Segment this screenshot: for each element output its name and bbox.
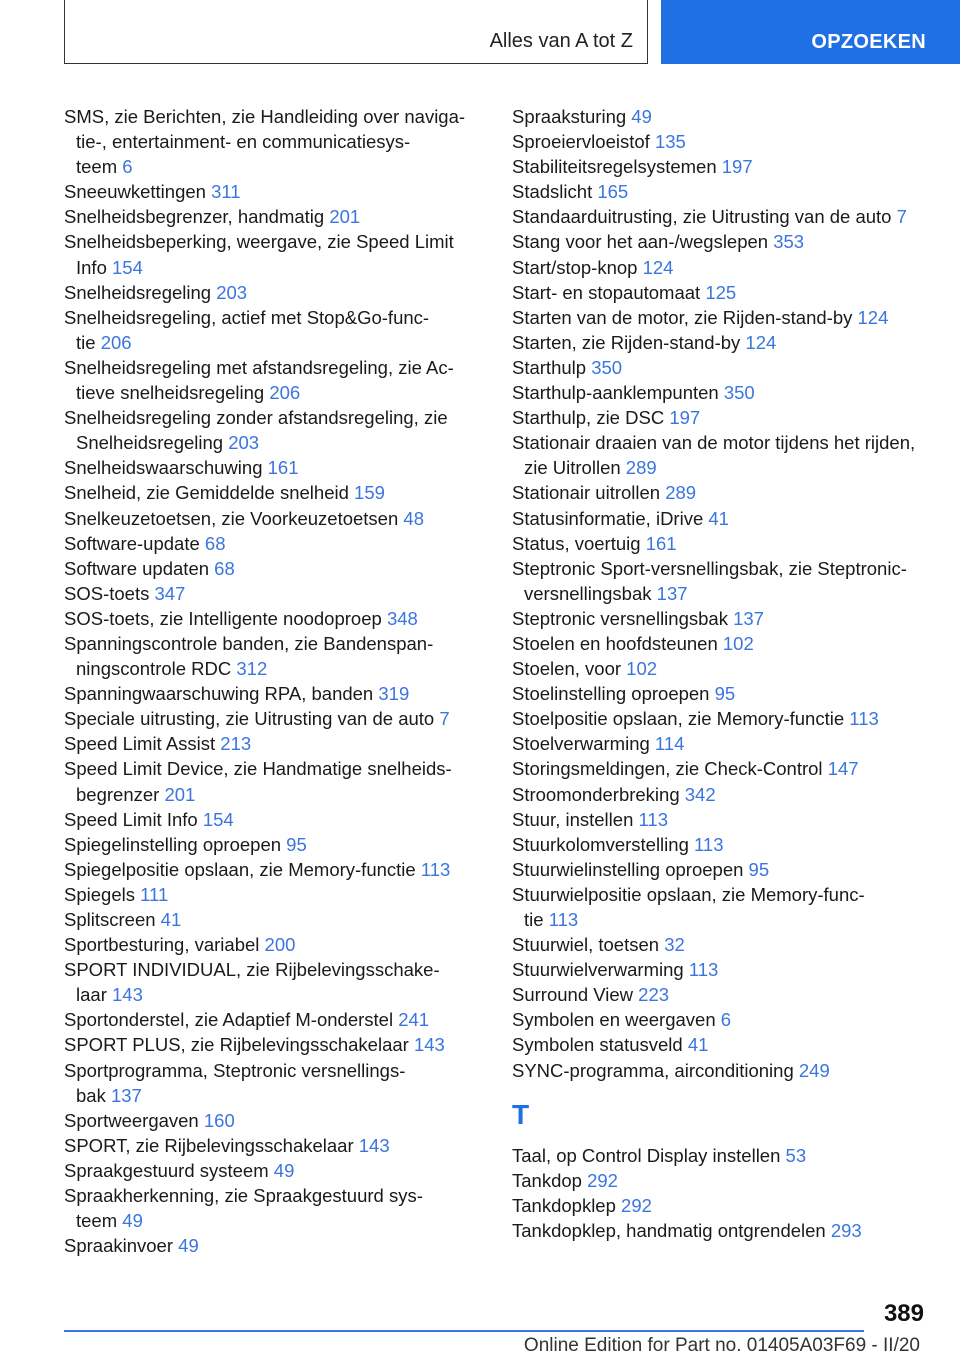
index-entry	[64, 706, 494, 731]
index-entry	[64, 480, 494, 505]
index-entry-text: Tankdopklep, handmatig ontgrendelen	[512, 1219, 826, 1241]
index-entry-text: Start/stop-knop	[512, 256, 638, 278]
page-reference-link[interactable]: 135	[654, 131, 686, 153]
index-entry-text: teem	[76, 1210, 118, 1232]
index-entry-text: Starten van de motor, zie Rijden-stand-by	[512, 306, 853, 328]
page-reference-link[interactable]: 137	[656, 582, 688, 604]
page-reference-link[interactable]: 203	[228, 432, 260, 454]
page-reference-link[interactable]: 143	[413, 1034, 445, 1056]
index-entry	[64, 531, 494, 556]
index-entry-text: Stadslicht	[512, 181, 593, 203]
tab-lookup[interactable]	[661, 0, 960, 64]
index-entry	[64, 1032, 494, 1057]
page-reference-link[interactable]: 293	[830, 1219, 862, 1241]
index-entry-text: Sneeuwkettingen	[64, 181, 206, 203]
index-entry	[64, 1183, 494, 1233]
index-entry	[512, 154, 942, 179]
index-entry-text: Stoelen en hoofdsteunen	[512, 632, 718, 654]
index-entry	[64, 506, 494, 531]
page-reference-link[interactable]: 165	[597, 181, 629, 203]
index-entry	[512, 1218, 942, 1243]
index-entry	[64, 179, 494, 204]
page-reference-link[interactable]: 6	[122, 156, 133, 178]
page-reference-link[interactable]: 95	[748, 858, 770, 880]
page-reference-link[interactable]: 95	[714, 683, 736, 705]
index-entry	[64, 606, 494, 631]
index-entry-text: versnellingsbak	[524, 582, 652, 604]
index-entry-text: Speciale uitrusting, zie Uitrusting van de auto	[64, 708, 435, 730]
index-entry	[64, 832, 494, 857]
index-entry	[512, 255, 942, 280]
index-entry	[512, 380, 942, 405]
index-entry-text: Snelheidsregeling, actief met Stop&Go-func-	[64, 306, 430, 328]
page-reference-link[interactable]: 68	[204, 532, 226, 554]
page-reference-link[interactable]: 137	[733, 607, 764, 629]
index-entry	[512, 932, 942, 957]
index-entry	[512, 782, 942, 807]
index-entry-text: Steptronic versnellingsbak	[512, 607, 728, 629]
index-entry-text: Steptronic Sport-versnellingsbak, zie Steptronic-	[512, 557, 907, 579]
page-reference-link[interactable]: 201	[164, 783, 196, 805]
page-reference-link[interactable]: 125	[705, 281, 737, 303]
index-entry-text: Stuur, instellen	[512, 808, 634, 830]
index-entry	[64, 1233, 494, 1258]
index-entry-text: Status, voertuig	[512, 532, 641, 554]
index-entry-text: SPORT, zie Rijbelevingsschakelaar	[64, 1134, 354, 1156]
index-entry-text: teem	[76, 156, 118, 178]
index-entry	[64, 731, 494, 756]
index-entry	[64, 229, 494, 279]
index-entry-text: Symbolen statusveld	[512, 1034, 683, 1056]
index-entry-text: ningscontrole RDC	[76, 658, 232, 680]
page-reference-link[interactable]: 249	[798, 1059, 830, 1081]
page-reference-link[interactable]: 143	[358, 1134, 390, 1156]
index-entry	[512, 681, 942, 706]
page-reference-link[interactable]: 102	[626, 658, 658, 680]
index-entry-text: Splitscreen	[64, 909, 156, 930]
page-reference-link[interactable]: 197	[669, 407, 701, 429]
footer-edition-text: Online Edition for Part no. 01405A03F69 - II/20	[523, 1335, 920, 1356]
index-entry-text: Spraaksturing	[512, 106, 627, 127]
index-entry-text: Statusinformatie, iDrive	[512, 507, 704, 529]
index-entry	[64, 1108, 494, 1133]
index-entry-text: Spanningscontrole banden, zie Bandenspan-	[64, 632, 434, 654]
index-entry	[512, 330, 942, 355]
index-entry-text: bak	[76, 1084, 106, 1106]
index-entry-text: Starthulp, zie DSC	[512, 407, 665, 429]
index-entry-text: Starthulp-aanklempunten	[512, 382, 719, 404]
index-entry	[512, 606, 942, 631]
page-reference-link[interactable]: 160	[203, 1109, 235, 1131]
section-letter: T	[512, 1098, 530, 1130]
index-entry-text: Standaarduitrusting, zie Uitrusting van de auto	[512, 206, 892, 228]
index-entry	[512, 631, 942, 656]
index-entry	[64, 405, 494, 455]
page-reference-link[interactable]: 7	[896, 206, 907, 228]
index-entry-text: zie Uitrollen	[524, 457, 621, 479]
index-entry	[512, 857, 942, 882]
index-entry-text: Snelheidswaarschuwing	[64, 457, 263, 479]
index-entry	[512, 104, 942, 129]
index-entry-text: SOS-toets, zie Intelligente noodoproep	[64, 607, 382, 629]
page-reference-link[interactable]: 200	[264, 934, 296, 956]
page-reference-link[interactable]: 201	[329, 206, 361, 228]
index-entry	[512, 1032, 942, 1057]
index-entry-text: Spraakinvoer	[64, 1235, 174, 1257]
page-reference-link[interactable]: 113	[420, 858, 451, 880]
index-entry	[64, 355, 494, 405]
index-entry-text: Sportbesturing, variabel	[64, 934, 260, 956]
index-entry-text: Snelheidsbegrenzer, handmatig	[64, 206, 325, 228]
index-entry-text: Stuurwielverwarming	[512, 959, 684, 981]
index-entry	[512, 957, 942, 982]
tab-index-label: Alles van A tot Z	[489, 30, 633, 52]
index-entry-text: Speed Limit Device, zie Handmatige snelheids-	[64, 758, 452, 780]
footer-divider	[64, 1330, 864, 1332]
index-entry	[64, 1158, 494, 1183]
index-entry-text: begrenzer	[76, 783, 160, 805]
page-reference-link[interactable]: 143	[112, 984, 143, 1006]
page-reference-link[interactable]: 206	[269, 382, 301, 404]
index-entry-text: Snelheidsregeling zonder afstandsregeling, zie	[64, 407, 448, 429]
index-entry-text: Stuurwielinstelling oproepen	[512, 858, 744, 880]
index-entry	[512, 179, 942, 204]
index-entry	[64, 631, 494, 681]
index-entry-text: Speed Limit Info	[64, 808, 198, 830]
page-reference-link[interactable]: 124	[857, 306, 889, 328]
index-entry-text: Stationair draaien van de motor tijdens het rijden,	[512, 432, 916, 454]
page-reference-link[interactable]: 353	[773, 231, 805, 253]
index-entry-text: Snelkeuzetoetsen, zie Voorkeuzetoetsen	[64, 507, 399, 529]
index-entry	[64, 305, 494, 355]
page-reference-link[interactable]: 68	[214, 557, 235, 579]
index-entry	[64, 1133, 494, 1158]
index-entry	[512, 807, 942, 832]
page-reference-link[interactable]: 197	[721, 156, 753, 178]
index-entry	[64, 756, 494, 806]
index-entry-text: Snelheidsregeling	[76, 432, 224, 454]
index-entry-text: SPORT PLUS, zie Rijbelevingsschakelaar	[64, 1034, 409, 1056]
page-reference-link[interactable]: 348	[386, 607, 418, 629]
page-reference-link[interactable]: 7	[439, 708, 450, 730]
index-entry-text: Snelheidsregeling	[64, 281, 212, 303]
index-entry-text: Speed Limit Assist	[64, 733, 216, 755]
page-reference-link[interactable]: 32	[664, 934, 685, 956]
index-entry	[64, 204, 494, 229]
page-reference-link[interactable]: 154	[112, 256, 143, 278]
index-entry	[512, 280, 942, 305]
index-entry	[512, 656, 942, 681]
index-entry-text: SOS-toets	[64, 582, 150, 604]
page-reference-link[interactable]: 161	[645, 532, 677, 554]
index-entry	[512, 1193, 942, 1218]
page-reference-link[interactable]: 203	[216, 281, 248, 303]
page-reference-link[interactable]: 319	[378, 683, 410, 705]
page-reference-link[interactable]: 53	[785, 1144, 807, 1166]
index-entry-text: Stoelpositie opslaan, zie Memory-functie	[512, 708, 845, 730]
index-entry-text: Snelheid, zie Gemiddelde snelheid	[64, 482, 349, 504]
index-entry	[64, 556, 494, 581]
page-reference-link[interactable]: 113	[548, 909, 579, 930]
index-entry-text: Starten, zie Rijden-stand-by	[512, 331, 741, 353]
index-entry	[64, 907, 494, 932]
page-reference-link[interactable]: 289	[665, 482, 697, 504]
index-entry	[64, 280, 494, 305]
page-reference-link[interactable]: 6	[720, 1009, 732, 1031]
index-column-right	[512, 104, 942, 1243]
index-entry	[512, 982, 942, 1007]
page-reference-link[interactable]: 49	[631, 106, 652, 127]
page-number: 389	[883, 1300, 924, 1327]
page-reference-link[interactable]: 350	[591, 356, 623, 378]
page-reference-link[interactable]: 49	[122, 1210, 143, 1232]
index-entry	[512, 405, 942, 430]
index-entry-text: Stoelverwarming	[512, 733, 650, 755]
index-entry-text: Stroomonderbreking	[512, 783, 680, 805]
page-reference-link[interactable]: 137	[110, 1084, 142, 1106]
page-reference-link[interactable]: 347	[154, 582, 186, 604]
index-entry	[64, 957, 494, 1007]
index-entry-text: Surround View	[512, 984, 634, 1006]
header-bar	[0, 0, 960, 66]
index-entry-text: SMS, zie Berichten, zie Handleiding over naviga-	[64, 106, 466, 127]
page-reference-link[interactable]: 95	[286, 833, 307, 855]
index-entry	[512, 756, 942, 781]
index-entry	[64, 807, 494, 832]
index-entry	[512, 731, 942, 756]
index-entry-text: Snelheidsbeperking, weergave, zie Speed Limit	[64, 231, 454, 253]
page-reference-link[interactable]: 223	[638, 984, 670, 1006]
page-reference-link[interactable]: 41	[160, 909, 182, 930]
page-reference-link[interactable]: 161	[267, 457, 299, 479]
page-reference-link[interactable]: 292	[621, 1194, 652, 1216]
index-entry-text: Taal, op Control Display instellen	[512, 1144, 781, 1166]
index-entry-text: tie	[76, 331, 96, 353]
index-entry-text: tie	[524, 909, 544, 930]
index-entry-text: Storingsmeldingen, zie Check-Control	[512, 758, 823, 780]
page-reference-link[interactable]: 206	[100, 331, 132, 353]
index-entry-text: Sproeiervloeistof	[512, 131, 650, 153]
index-entry	[64, 882, 494, 907]
index-entry-text: Stuurwielpositie opslaan, zie Memory-func-	[512, 883, 865, 905]
index-entry	[512, 531, 942, 556]
page-reference-link[interactable]: 241	[398, 1009, 430, 1031]
index-entry	[512, 229, 942, 254]
index-entry-text: Spiegelpositie opslaan, zie Memory-functie	[64, 858, 416, 880]
index-entry-text: SPORT INDIVIDUAL, zie Rijbelevingsschake-	[64, 959, 440, 981]
page-reference-link[interactable]: 154	[202, 808, 234, 830]
index-entry-text: Software updaten	[64, 557, 210, 579]
index-entry-text: Tankdop	[512, 1169, 582, 1191]
page-reference-link[interactable]: 289	[625, 457, 657, 479]
index-entry	[512, 480, 942, 505]
index-entry	[64, 1058, 494, 1108]
index-entry-text: Stuurwiel, toetsen	[512, 934, 660, 956]
page-reference-link[interactable]: 124	[642, 256, 674, 278]
page-reference-link[interactable]: 292	[587, 1169, 618, 1191]
index-entry	[512, 1143, 942, 1168]
index-entry-text: Sportprogramma, Steptronic versnellings-	[64, 1059, 406, 1081]
index-entry	[512, 1168, 942, 1193]
index-entry	[64, 1007, 494, 1032]
page-reference-link[interactable]: 124	[745, 331, 777, 353]
page-reference-link[interactable]: 102	[722, 632, 754, 654]
index-entry-text: Stang voor het aan-/wegslepen	[512, 231, 769, 253]
page-reference-link[interactable]: 113	[688, 959, 719, 981]
page-reference-link[interactable]: 147	[827, 758, 859, 780]
index-entry-text: laar	[76, 984, 107, 1006]
index-entry-text: Stuurkolomverstelling	[512, 833, 689, 855]
index-entry-text: Spiegels	[64, 883, 135, 905]
page-reference-link[interactable]: 49	[273, 1159, 295, 1181]
page-reference-link[interactable]: 114	[654, 733, 685, 755]
index-entry-text: Stoelinstelling oproepen	[512, 683, 710, 705]
index-entry	[512, 305, 942, 330]
index-entry-text: Tankdopklep	[512, 1194, 616, 1216]
index-entry-text: tie-, entertainment- en communicatiesys-	[76, 131, 411, 153]
index-entry-text: Sportonderstel, zie Adaptief M-onderstel	[64, 1009, 394, 1031]
index-entry-text: Spiegelinstelling oproepen	[64, 833, 282, 855]
index-entry	[512, 430, 942, 480]
index-entry	[64, 681, 494, 706]
index-entry-text: Stationair uitrollen	[512, 482, 661, 504]
index-entry	[512, 706, 942, 731]
index-entry-text: Stabiliteitsregelsystemen	[512, 156, 717, 178]
index-entry-text: Spraakgestuurd systeem	[64, 1159, 269, 1181]
page-reference-link[interactable]: 312	[236, 658, 268, 680]
index-entry-text: tieve snelheidsregeling	[76, 382, 265, 404]
index-entry-text: Info	[76, 256, 107, 278]
index-column-left	[64, 104, 494, 1258]
tab-lookup-label: OPZOEKEN	[811, 31, 926, 53]
index-entry	[64, 581, 494, 606]
page-reference-link[interactable]: 350	[723, 382, 755, 404]
index-entry	[512, 882, 942, 932]
index-entry	[64, 932, 494, 957]
index-entry-text: Starthulp	[512, 356, 587, 378]
page-reference-link[interactable]: 113	[638, 808, 668, 830]
index-entry	[64, 857, 494, 882]
index-entry-text: Spanningwaarschuwing RPA, banden	[64, 683, 374, 705]
index-entry	[512, 832, 942, 857]
page-reference-link[interactable]: 41	[687, 1034, 709, 1056]
index-entry-text: Software-update	[64, 532, 200, 554]
index-entry	[64, 455, 494, 480]
index-entry-text: Symbolen en weergaven	[512, 1009, 716, 1031]
page-reference-link[interactable]: 311	[211, 181, 241, 203]
page-reference-link[interactable]: 213	[220, 733, 252, 755]
page-reference-link[interactable]: 41	[708, 507, 729, 529]
page-reference-link[interactable]: 342	[684, 783, 716, 805]
index-entry-text: Snelheidsregeling met afstandsregeling, zie Ac-	[64, 356, 454, 378]
index-entry	[64, 104, 494, 179]
index-entry	[512, 129, 942, 154]
page-reference-link[interactable]: 159	[354, 482, 385, 504]
index-entry-text: SYNC-programma, airconditioning	[512, 1059, 794, 1081]
index-entry-text: Sportweergaven	[64, 1109, 199, 1131]
index-entry	[512, 204, 942, 229]
index-entry	[512, 1007, 942, 1032]
tab-index[interactable]	[64, 0, 648, 64]
index-entry	[512, 556, 942, 606]
index-entry-text: Spraakherkenning, zie Spraakgestuurd sys-	[64, 1185, 423, 1207]
index-entry-text: Stoelen, voor	[512, 658, 622, 680]
index-entry	[512, 1058, 942, 1083]
page-reference-link[interactable]: 111	[140, 883, 169, 905]
page-reference-link[interactable]: 49	[178, 1235, 199, 1257]
index-entry	[512, 355, 942, 380]
page-reference-link[interactable]: 113	[849, 708, 879, 730]
page-reference-link[interactable]: 113	[694, 833, 724, 855]
index-entry	[512, 506, 942, 531]
page-reference-link[interactable]: 48	[403, 507, 424, 529]
index-entry-text: Start- en stopautomaat	[512, 281, 701, 303]
